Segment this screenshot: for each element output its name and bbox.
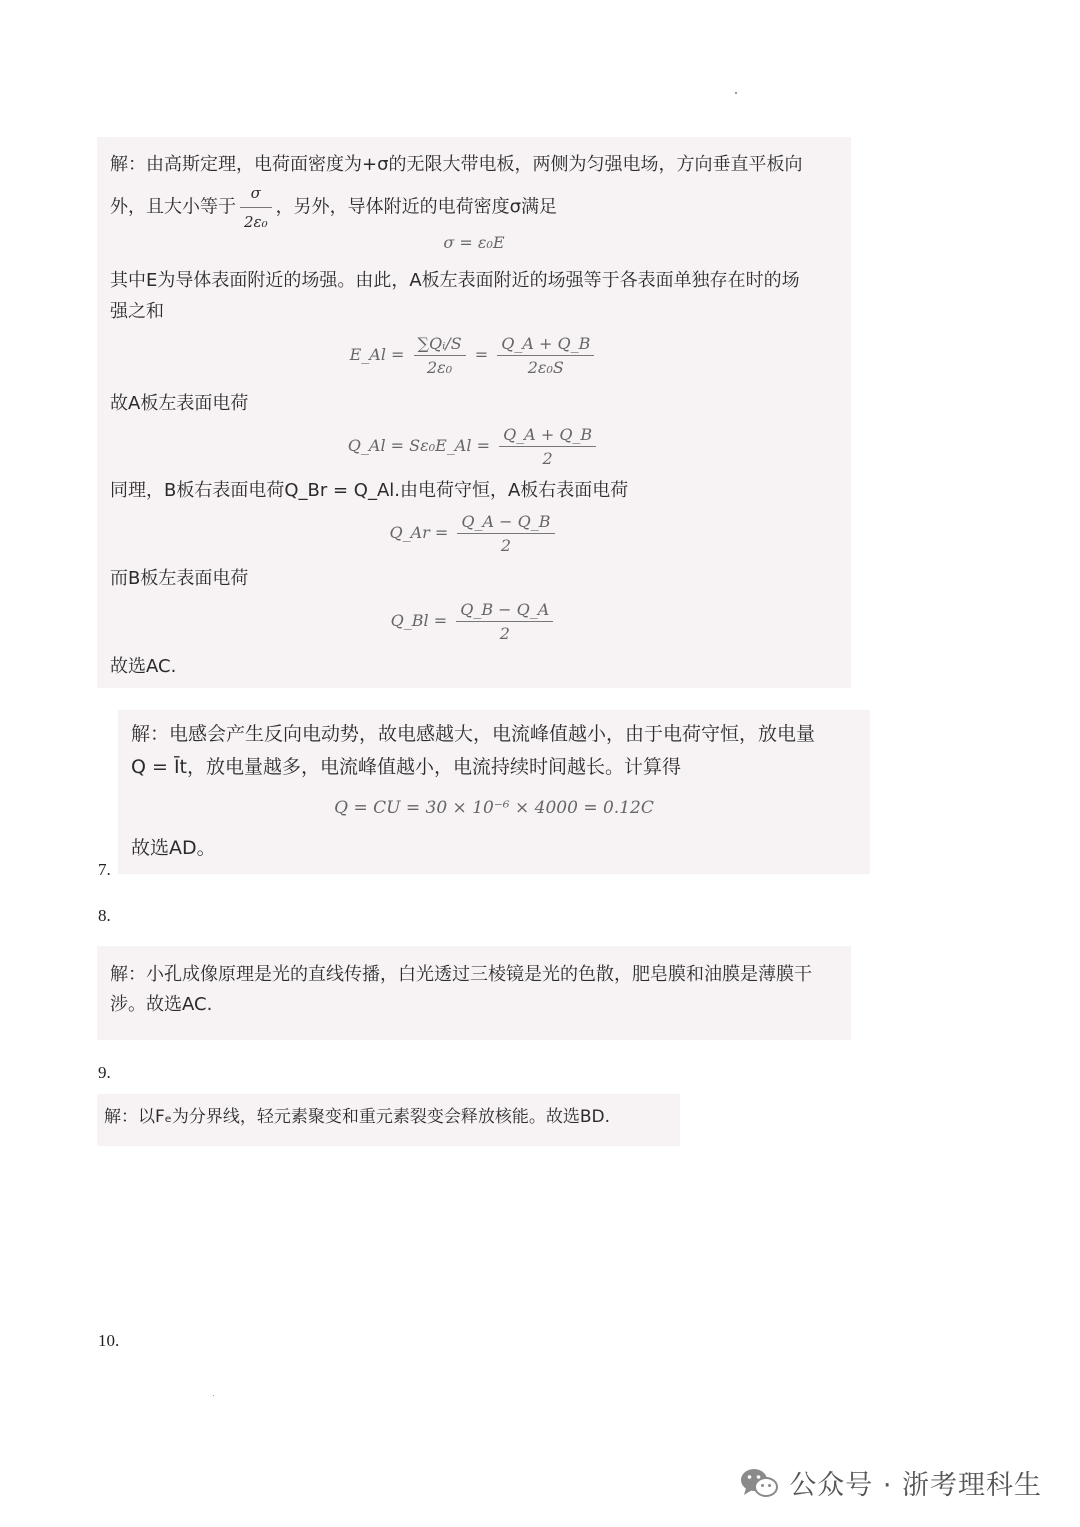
speck [213, 1395, 214, 1396]
solution-line: 其中E为导体表面附近的场强。由此，A板左表面附近的场强等于各表面单独存在时的场 [110, 270, 800, 291]
solution-line: 解：由高斯定理，电荷面密度为+σ的无限大带电板，两侧为匀强电场，方向垂直平板向 [110, 154, 803, 175]
solution-box-7 [118, 710, 870, 874]
equation-sigma: σ = ε₀E [443, 233, 505, 252]
solution-box-6 [97, 137, 851, 688]
equation-field: E_Al = $\frac{\text{∑Qᵢ/S}}{\text{2ε₀}}$ = $\frac{Q\_A + Q\_B}{\text{2ε₀S}}$ [97, 334, 851, 377]
question-number: 8. [98, 906, 111, 925]
solution-answer: 涉。故选AC. [110, 994, 213, 1015]
solution-line: 解：小孔成像原理是光的直线传播，白光透过三棱镜是光的色散，肥皂膜和油膜是薄膜干 [110, 964, 812, 985]
wechat-icon [739, 1466, 779, 1500]
question-number: 9. [98, 1063, 111, 1082]
watermark-text: 公众号 · 浙考理科生 [789, 1470, 1042, 1501]
solution-box-9 [97, 1094, 680, 1146]
solution-line: 解：电感会产生反向电动势，故电感越大，电流峰值越小，由于电荷守恒，放电量 [131, 723, 816, 745]
solution-answer: 故选AD。 [131, 837, 216, 859]
solution-answer: 解：以Fₑ为分界线，轻元素聚变和重元素裂变会释放核能。故选BD. [104, 1107, 611, 1127]
question-number: 7. [98, 860, 111, 879]
equation-charge-Q: Q = CU = 30 × 10⁻⁶ × 4000 = 0.12C [334, 798, 654, 818]
solution-line: 而B板左表面电荷 [110, 568, 249, 589]
speck [735, 92, 737, 94]
solution-answer: 故选AC. [110, 656, 177, 677]
solution-line: Q = Īt，放电量越多，电流峰值越小，电流持续时间越长。计算得 [131, 756, 682, 778]
equation-charge-Bl: Q_Bl = $\frac{Q\_B - Q\_A}{2}$ [97, 600, 851, 643]
solution-box-8 [97, 946, 851, 1040]
watermark [739, 1463, 1042, 1502]
equation-charge-Al: Q_Al = Sε₀E_Al = $\frac{Q\_A + Q\_B}{2}$ [97, 425, 851, 468]
solution-line: 强之和 [110, 301, 164, 322]
solution-line: 外，且大小等于 $\frac{\sigma}{\text{2ε₀}}$ ，另外，导体附近的电荷密度σ满足 [110, 181, 557, 234]
solution-line: 故A板左表面电荷 [110, 393, 249, 414]
equation-charge-Ar: Q_Ar = $\frac{Q\_A - Q\_B}{2}$ [97, 512, 851, 555]
question-number: 10. [98, 1331, 120, 1350]
solution-line: 同理，B板右表面电荷Q_Br = Q_Al.由电荷守恒，A板右表面电荷 [110, 480, 629, 501]
